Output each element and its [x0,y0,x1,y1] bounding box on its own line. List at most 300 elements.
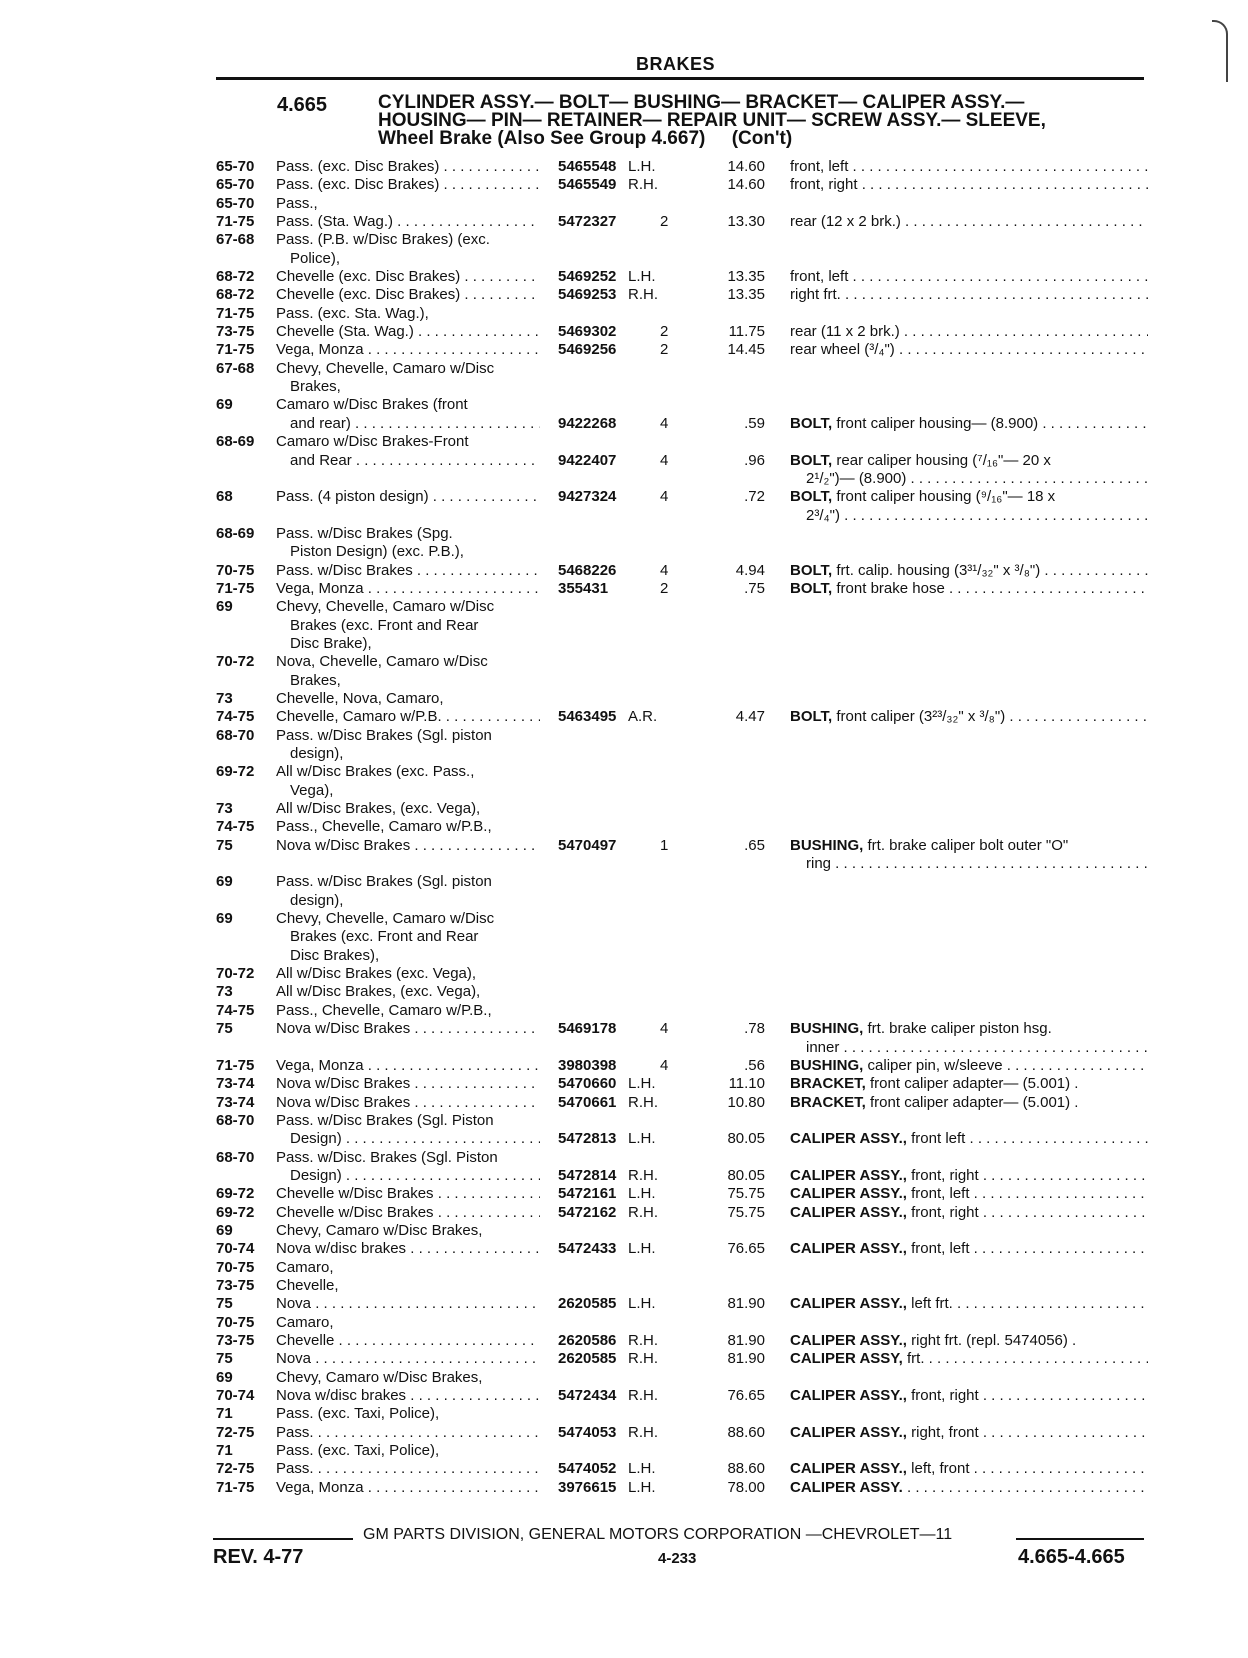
table-row [0,1185,1248,1203]
list-price: 4.47 [735,708,765,726]
quantity: 2 [660,323,669,341]
part-number: 5472434 [558,1387,617,1405]
model-year: 70-75 [216,1258,255,1276]
part-number: 2620585 [558,1350,617,1368]
application-description: Pass. w/Disc Brakes (Sgl. piston [276,873,492,891]
group-title-line-2: HOUSING— PIN— RETAINER— REPAIR UNIT— SCREW ASSY.— SLEEVE, [378,110,1046,131]
part-name [790,176,1148,194]
part-name [790,1387,1148,1405]
footer-publisher: GM PARTS DIVISION, GENERAL MOTORS CORPORATION —CHEVROLET—11 [363,1526,953,1543]
application-description: Nova . . . [276,1350,540,1368]
table-row [0,1204,1248,1222]
part-name-detail: front, left [790,158,849,175]
table-row [0,1075,1248,1093]
part-name-keyword: BRACKET, [790,1075,866,1093]
group-title-line-3: Wheel Brake (Also See Group 4.667) (Con't) [378,128,793,149]
table-row [0,837,1248,855]
application-description: Pass. (exc. Taxi, Police), [276,1442,440,1460]
quantity: L.H. [628,1075,656,1093]
application-description: Design) . . . [290,1130,540,1148]
quantity: L.H. [628,1478,656,1496]
table-row [0,892,1248,910]
model-year: 69-72 [216,1203,255,1221]
part-name [806,1039,1148,1057]
list-price: .72 [744,488,765,506]
quantity: 4 [660,451,669,469]
quantity: R.H. [628,1423,658,1441]
group-range: 4.665-4.665 [1018,1546,1125,1568]
application-description: Camaro, [276,1258,334,1276]
model-year: 71 [216,1405,233,1423]
model-year: 71-75 [216,213,255,231]
list-price: 78.00 [727,1478,765,1496]
application-description: Camaro, [276,1313,334,1331]
quantity: R.H. [628,1387,658,1405]
part-number: 5469253 [558,286,617,304]
application-description: Chevelle, Nova, Camaro, [276,689,444,707]
part-name [790,286,1148,304]
list-price: .75 [744,579,765,597]
table-row [0,1039,1248,1057]
list-price: 13.35 [727,268,765,286]
part-number: 9422268 [558,414,617,432]
part-name-detail: left, front [911,1460,970,1478]
list-price: .59 [744,414,765,432]
list-price: 4.94 [735,561,765,579]
application-description: Chevelle (Sta. Wag.) . . . [276,323,540,341]
part-number: 5472327 [558,213,617,231]
part-name-keyword: BOLT, [790,414,833,432]
part-name-detail: front caliper housing— (8.900) [836,414,1039,432]
part-name-detail: frt. brake caliper bolt outer "O" [867,836,1069,854]
part-number: 5470497 [558,836,617,854]
table-row [0,910,1248,928]
part-name-keyword: CALIPER ASSY., [790,1423,907,1441]
application-description: Chevelle w/Disc Brakes . . . [276,1204,540,1222]
application-description: Pass., [276,194,318,212]
quantity: 1 [660,836,669,854]
model-year: 72-75 [216,1423,255,1441]
table-row [0,690,1248,708]
quantity: A.R. [628,708,658,726]
part-name-keyword: BOLT, [790,451,833,469]
list-price: 88.60 [727,1423,765,1441]
table-row [0,1149,1248,1167]
application-description: Disc Brakes), [290,946,380,964]
application-description: All w/Disc Brakes (exc. Pass., [276,763,475,781]
table-row [0,452,1248,470]
model-year: 68-70 [216,1148,255,1166]
table-row [0,268,1248,286]
quantity: R.H. [628,1203,658,1221]
table-row [0,1460,1248,1478]
group-title [378,94,1148,148]
application-description: Pass. (exc. Sta. Wag.), [276,304,429,322]
part-name-detail: rear (12 x 2 brk.) [790,213,901,231]
section-title: BRAKES [636,54,716,74]
application-description: Vega, Monza . . . [276,1057,540,1075]
part-name [806,507,1148,525]
application-description: Camaro w/Disc Brakes-Front [276,433,469,451]
model-year: 69 [216,910,233,928]
model-year: 68-72 [216,286,255,304]
application-description: design), [290,891,344,909]
quantity: 4 [660,488,669,506]
quantity: L.H. [628,1185,656,1203]
model-year: 65-70 [216,194,255,212]
quantity: 2 [660,341,669,359]
model-year: 68 [216,488,233,506]
part-name-keyword: CALIPER ASSY., [790,1332,907,1349]
part-name [790,213,1148,231]
quantity: R.H. [628,176,658,194]
quantity: R.H. [628,1350,658,1368]
model-year: 73-74 [216,1075,255,1093]
quantity: 4 [660,1020,669,1038]
part-number: 5472161 [558,1185,617,1203]
quantity: 2 [660,579,669,597]
part-name-detail: front, left [911,1240,970,1258]
part-name [790,562,1148,580]
application-description: Camaro w/Disc Brakes (front [276,396,468,414]
part-name [790,488,1148,506]
quantity: 4 [660,561,669,579]
table-row [0,433,1248,451]
part-name-detail: 2¹/₂")— (8.900) [806,469,907,487]
corner-bracket-mark [1212,20,1228,82]
part-name [790,1185,1148,1203]
table-row [0,1020,1248,1038]
table-row [0,598,1248,616]
part-number: 5469302 [558,323,617,341]
application-description: Pass. w/Disc Brakes (Sgl. piston [276,726,492,744]
model-year: 73 [216,800,233,818]
table-row [0,213,1248,231]
part-name-detail: rear caliper housing (⁷/₁₆"— 20 x [836,451,1051,469]
table-row [0,1002,1248,1020]
part-number: 5465549 [558,176,617,194]
part-number: 5472813 [558,1130,617,1148]
part-name [790,837,1148,855]
footer-rule-right [1016,1538,1144,1540]
list-price: 11.10 [728,1075,765,1093]
part-name [790,415,1148,433]
table-row [0,800,1248,818]
part-number: 5472433 [558,1240,617,1258]
part-name-keyword: CALIPER ASSY., [790,1166,907,1184]
table-row [0,1277,1248,1295]
list-price: .56 [744,1056,765,1074]
application-description: Vega, Monza . . . [276,580,540,598]
part-number: 5470661 [558,1093,617,1111]
application-description: Brakes (exc. Front and Rear [290,616,479,634]
application-description: Pass. w/Disc. Brakes (Sgl. Piston [276,1148,498,1166]
application-description: Pass. w/Disc Brakes (Spg. [276,524,453,542]
application-description: Pass. . . . [276,1460,540,1478]
part-number: 5468226 [558,561,617,579]
list-price: 75.75 [727,1185,765,1203]
table-row [0,250,1248,268]
model-year: 73 [216,983,233,1001]
list-price: 13.30 [727,213,765,231]
part-number: 5474052 [558,1460,617,1478]
application-description: Chevelle (exc. Disc Brakes) . . . [276,286,540,304]
application-description: Chevy, Chevelle, Camaro w/Disc [276,598,495,616]
application-description: Pass. (P.B. w/Disc Brakes) (exc. [276,231,490,249]
application-description: Nova . . . [276,1295,540,1313]
application-description: Disc Brake), [290,634,372,652]
part-name-detail: rear (11 x 2 brk.) [790,323,900,341]
part-name-detail: ring [806,855,832,873]
quantity: R.H. [628,1332,658,1349]
model-year: 65-70 [216,158,255,175]
list-price: 75.75 [727,1203,765,1221]
part-name-detail: frt. brake caliper piston hsg. [867,1020,1052,1038]
quantity: R.H. [628,1166,658,1184]
table-row [0,305,1248,323]
model-year: 73 [216,689,233,707]
model-year: 69 [216,1221,233,1239]
model-year: 68-70 [216,726,255,744]
model-year: 69 [216,873,233,891]
model-year: 71-75 [216,579,255,597]
application-description: Nova w/Disc Brakes . . . [276,1094,540,1112]
part-name-keyword: CALIPER ASSY, [790,1350,903,1368]
application-description: Pass. (exc. Disc Brakes) . . . [276,176,540,194]
part-name [790,452,1148,470]
table-row [0,1130,1248,1148]
part-name [790,341,1148,359]
part-name-detail: left frt. [911,1295,953,1313]
part-name-keyword: BOLT, [790,488,833,506]
part-name-keyword: CALIPER ASSY., [790,1130,907,1148]
table-row [0,672,1248,690]
model-year: 70-75 [216,561,255,579]
application-description: Pass. (exc. Disc Brakes) . . . [276,158,540,176]
list-price: 11.75 [728,323,765,341]
application-description: Brakes, [290,671,341,689]
model-year: 68-69 [216,433,255,451]
application-description: Chevelle . . . [276,1332,540,1350]
part-name [790,1295,1148,1313]
part-name [790,1020,1148,1038]
part-number: 9422407 [558,451,617,469]
part-name-detail: front, left [911,1185,970,1203]
table-row [0,360,1248,378]
model-year: 65-70 [216,176,255,194]
model-year: 68-72 [216,268,255,286]
quantity: 4 [660,414,669,432]
part-name [790,1350,1148,1368]
part-number: 2620585 [558,1295,617,1313]
part-name-detail: rear wheel (³/₄") [790,341,895,359]
parts-table [0,158,1248,1497]
table-row [0,855,1248,873]
model-year: 75 [216,1295,233,1313]
table-row [0,1332,1248,1350]
part-name-detail: front, right [790,176,858,194]
table-row [0,341,1248,359]
table-row [0,1479,1248,1497]
part-number: 5469256 [558,341,617,359]
part-number: 355431 [558,579,609,597]
application-description: and Rear . . . [290,452,540,470]
list-price: 88.60 [727,1460,765,1478]
model-year: 69 [216,598,233,616]
part-name-detail: front brake hose [836,579,945,597]
table-row [0,1369,1248,1387]
table-row [0,617,1248,635]
part-name [790,1332,1148,1350]
model-year: 73-75 [216,323,255,341]
application-description: Nova w/Disc Brakes . . . [276,1075,540,1093]
model-year: 70-74 [216,1240,255,1258]
table-row [0,947,1248,965]
application-description: Pass. (4 piston design) . . . [276,488,540,506]
table-row [0,158,1248,176]
list-price: 76.65 [727,1387,765,1405]
model-year: 74-75 [216,818,255,836]
part-name-detail: front left [911,1130,966,1148]
part-name-keyword: CALIPER ASSY., [790,1387,907,1405]
page-number: 4-233 [658,1550,697,1567]
list-price: 80.05 [727,1166,765,1184]
part-name-detail: 2³/₄") [806,506,840,524]
part-name [806,470,1148,488]
part-name [790,580,1148,598]
table-row [0,1112,1248,1130]
part-name-keyword: CALIPER ASSY., [790,1295,907,1313]
quantity: R.H. [628,1093,658,1111]
table-row [0,653,1248,671]
part-name [790,323,1148,341]
table-row [0,507,1248,525]
application-description: Chevy, Chevelle, Camaro w/Disc [276,359,495,377]
table-row [0,1424,1248,1442]
model-year: 75 [216,836,233,854]
model-year: 74-75 [216,708,255,726]
part-name-detail: right frt. [790,286,841,304]
table-row [0,396,1248,414]
table-row [0,1350,1248,1368]
part-name-detail: front caliper (3²³/₃₂" x ³/₈") [836,708,1006,726]
model-year: 67-68 [216,359,255,377]
table-row [0,231,1248,249]
part-name-detail: frt. [906,1350,925,1368]
application-description: Pass. w/Disc Brakes . . . [276,562,540,580]
model-year: 72-75 [216,1460,255,1478]
list-price: 14.60 [727,158,765,175]
model-year: 75 [216,1350,233,1368]
part-number: 2620586 [558,1332,617,1349]
part-number: 5469252 [558,268,617,286]
part-name-keyword: BUSHING, [790,836,864,854]
table-row [0,745,1248,763]
group-number: 4.665 [277,94,328,116]
part-name-detail: right frt. (repl. 5474056) . [911,1332,1077,1349]
part-name-detail: front caliper housing (⁹/₁₆"— 18 x [836,488,1056,506]
part-number: 5463495 [558,708,617,726]
application-description: and rear) . . . [290,415,540,433]
model-year: 71-75 [216,341,255,359]
quantity: L.H. [628,1295,656,1313]
list-price: .65 [744,836,765,854]
model-year: 69 [216,1368,233,1386]
application-description: Police), [290,249,341,267]
part-number: 5465548 [558,158,617,175]
list-price: 81.90 [727,1350,765,1368]
part-name-detail: front, right [911,1387,979,1405]
part-name [790,1130,1148,1148]
table-row [0,983,1248,1001]
part-name [790,1460,1148,1478]
model-year: 75 [216,1020,233,1038]
model-year: 73-74 [216,1093,255,1111]
part-name-detail: front, right [911,1166,979,1184]
application-description: Pass. (exc. Taxi, Police), [276,1405,440,1423]
application-description: All w/Disc Brakes (exc. Vega), [276,965,477,983]
application-description: Nova w/disc brakes . . . [276,1240,540,1258]
part-name-detail: front, left [790,268,849,286]
model-year: 73-75 [216,1276,255,1294]
list-price: 80.05 [727,1130,765,1148]
part-name [806,855,1148,873]
part-name-keyword: BOLT, [790,579,833,597]
part-name-detail: front caliper adapter— (5.001) . [870,1093,1079,1111]
part-name [790,1479,1148,1497]
part-name-detail: front caliper adapter— (5.001) . [870,1075,1079,1093]
part-name [790,1075,1148,1093]
quantity: 2 [660,213,669,231]
application-description: Chevelle w/Disc Brakes . . . [276,1185,540,1203]
application-description: Pass., Chevelle, Camaro w/P.B., [276,818,492,836]
model-year: 70-75 [216,1313,255,1331]
application-description: Vega), [290,781,334,799]
table-row [0,1387,1248,1405]
table-row [0,378,1248,396]
part-name [790,1167,1148,1185]
table-row [0,1259,1248,1277]
model-year: 70-72 [216,653,255,671]
table-row [0,176,1248,194]
part-name [790,158,1148,176]
table-row [0,873,1248,891]
table-row [0,415,1248,433]
part-name [790,1424,1148,1442]
application-description: Design) . . . [290,1167,540,1185]
model-year: 69-72 [216,763,255,781]
list-price: 81.90 [727,1332,765,1349]
table-row [0,470,1248,488]
table-row [0,1240,1248,1258]
table-row [0,323,1248,341]
part-name-detail: caliper pin, w/sleeve [867,1056,1003,1074]
table-row [0,1314,1248,1332]
model-year: 70-72 [216,965,255,983]
list-price: 10.80 [727,1093,765,1111]
revision-label: REV. 4-77 [213,1546,304,1568]
quantity: L.H. [628,1130,656,1148]
part-name-detail: frt. calip. housing (3³¹/₃₂" x ³/₈") [836,561,1041,579]
part-number: 3976615 [558,1478,617,1496]
application-description: Chevelle, Camaro w/P.B. . . . [276,708,540,726]
table-row [0,286,1248,304]
footer-rule-left [213,1538,353,1540]
model-year: 71 [216,1442,233,1460]
quantity: R.H. [628,286,658,304]
application-description: Pass. (Sta. Wag.) . . . [276,213,540,231]
table-row [0,965,1248,983]
